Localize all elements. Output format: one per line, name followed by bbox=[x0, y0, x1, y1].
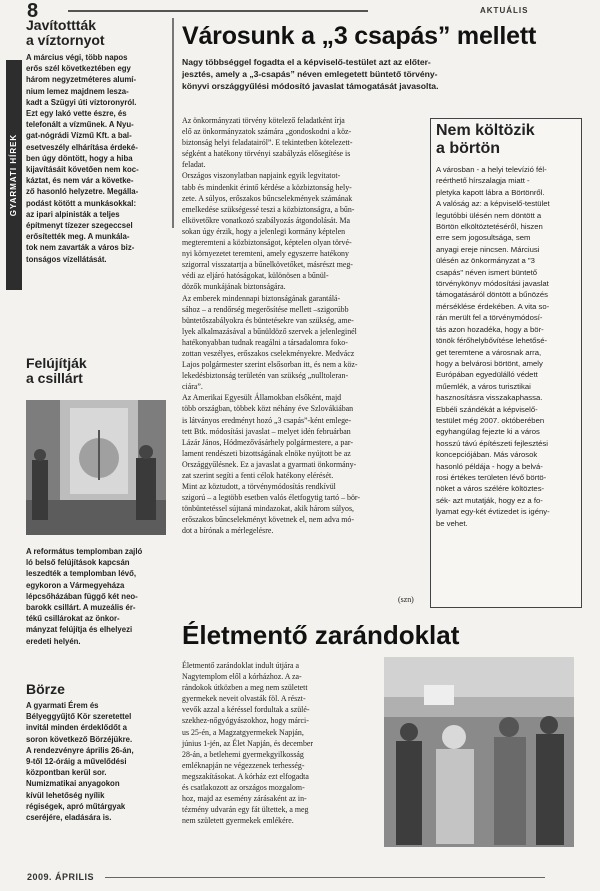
main-lede: Nagy többséggel fogadta el a képviselő-testület azt az előter- jesztés, amely a „3-csapás” néven emlegetett büntető törvény- könyvi országgyűlési módosító javaslat támogatását javasolta. bbox=[182, 57, 439, 91]
article-title-borze: Börze bbox=[26, 681, 65, 697]
article-text-watertower: A március végi, több napos erős szél következtében egy három negyzetméteres alumí- nium lemez majdnem lesza- kadt a Szügyi úti víztoronyról. Ezt egy lakó vette észre, és telefonált a vízműnek. A Nyu- gat-nógrádi Vízmű Kft. a bal- esetveszély elhárítása érdeké- ben úgy döntött, hogy a hiba kijavításáit követően nem koc- káztat, és nem vár a követke- ző hasonló helyzetre. Megálla- podást kötött a munkásokkal: az ipari alpinisták a teljes építmenyt tízezer szegeccsel erősítették meg. A munkála- tok nem zavarták a város biz- tonságos vízellátását. bbox=[26, 53, 139, 264]
side-tab-label: GYARMATI HÍREK bbox=[9, 133, 18, 217]
pilgrimage-headline: Életmentő zarándoklat bbox=[182, 620, 460, 650]
page-number: 8 bbox=[27, 0, 39, 22]
box-text: A városban - a helyi televízió fél- reérthető hírszalagja miatt - pletyka kapott lábra a Börtönről. A valóság az: a képviselő-testület legutóbbi ülésén nem döntött a Börtön elköltöztetéséről, hiszen erre sem jogosultsága, sem anyagi ereje nincsen. Márciusi ülésén az önkormányzat a "3 csapás" néven ismert büntető törvénykönyv módosítási javaslat támogatásáról döntött a bűnözés mérséklése érdekében. A vita so- rán merült fel a törvénymódosí- tás azon hozadéka, hogy a bör- tönök férőhelybővítése lehetősé- get teremtene a városnak arra, hogy a belvárosi börtönt, amely Európában egyedülálló védett műemlék, a város turisztikai hasznosításra visszakaphassa. Ebbéli szándékát a képviselő- testület még 2007. októberében egyhangúlag fejezte ki a város hosszú távú építészeti fejlesztési koncepciójában. Más városok hasonló példája - hogy a belvá- rosi értékes területen lévő börtö- nöket a város szélére költöztes- sék- azt mutatják, hogy ez a fo- lyamat egy-két évtizedet is igény- be vehet. bbox=[436, 165, 550, 528]
main-headline: Városunk a „3 csapás” mellett bbox=[182, 22, 537, 50]
side-tab bbox=[6, 60, 22, 290]
pilgrimage-text: Életmentő zarándoklat indult útjára a Nagytemplom elől a kórházhoz. A za- rándokok útközben a meg nem született gyermekek neveit olvasták föl. A részt- vevők azzal a kéréssel fordultak a szülé- szekhez-nőgyógyászokhoz, hogy márci- us 25-én, a Magzatgyermekek Napján, június 1-jén, az Élet Napján, és december 28-án, a betlehemi gyermekgyilkosság emléknapján ne végezzenek terhesség- megszakításokat. A kórház ezt elfogadta és csatlakozott az országos mozgalom- hoz, majd az esemény zárásaként az in- tézmény udvarán egy fát ültettek, a meg nem született gyermekek emlékére. bbox=[182, 661, 314, 826]
header-rule bbox=[68, 10, 368, 12]
article-title-watertower: Javítottták a víztornyot bbox=[26, 17, 105, 48]
box-title: Nem költözik a börtön bbox=[436, 122, 535, 157]
main-signature: (szn) bbox=[398, 595, 414, 604]
section-label: AKTUÁLIS bbox=[480, 6, 529, 15]
main-body: Az önkormányzati törvény kötelező feladatként írja elő az önkormányzatok számára „gondoskodni a köz- biztonság helyi feladatairól”. E tekintetben kötelezett- ségként a hatékony törvényi szabályzás elősegítése is feladat. Országos viszonylatban napjaink egyik legvitatot- tabb és mindenkit érintő kérdése a közbiztonság hely- zete. A súlyos, erőszakos bűncselekmények számának emelkedése szükségessé teszi a közbiztonságra, a bűn- elkövetőkre vonatkozó szabályozás átgondolását. Ma sokan úgy érzik, hogy a jelenlegi kormány képtelen megteremteni a közbiztonságot, képtelen olyan törvé- nyi környezetet teremteni, amely egyszerre hatékony szigorral visszatartja a bűnelkövetőket, másrészt meg- védi az eljáró hatóságokat, különösen a bűnül- dözők munkájának biztonságára. Az emberek mindennapi biztonságának garantálá- sához – a rendőrség megerősítése mellett –szigorúbb büntetőszabályokra és büntetésekre van szükség, ame- lyek alkalmazásával a bűnüldöző szervek a jelenleginél hatékonyabban tudnak reagálni a társadalomra foko- zottan veszélyes, erőszakos cselekményekre. Medvácz Lajos polgármester szerint elsősorban itt, és nem a köz- lekedésbiztonság területén van szükség „nulltoleran- ciára”. Az Amerikai Egyesült Államokban elsőként, majd több országban, többek közt néhány éve Szlovákiában is látványos eredményt hozó „3 csapás”-ként emlege- tett Btk. módosítási javaslat – melyet idén februárban Lázár János, Hódmezővásárhely polgármestere, a par- lament rendészeti bizottságának elnöke nyújtott be az Országgyűlésnek. Ez a javaslat a gyarmati önkormány- zat szerint segíti a fenti célok hatékony elérését. Mint az köztudott, a törvénymódosítás rendkívül szigorú – a legtöbb esetben valós életfogytig tartó – bör- tönbüntetéssel sújtaná mindazokat, akik három súlyos, erőszakos bűncselekményt követnek el, nem adva mó- dot a bírónak a mérlegelésre. bbox=[182, 116, 360, 536]
chandelier-photo bbox=[26, 400, 166, 535]
article-title-chandelier: Felújítják a csillárt bbox=[26, 355, 87, 386]
article-text-chandelier: A református templomban zajló ló belső felújítások kapcsán leszedték a templomban lévő, egykoron a Vármegyeháza lépcsőházában függő két neo- barokk csillárt. A muzeális ér- tékű csillárokat az önkor- mányzat felújítja és elhelyezi eredeti helyén. bbox=[26, 547, 143, 646]
issue-date: 2009. ÁPRILIS bbox=[27, 872, 95, 882]
article-text-borze: A gyarmati Érem és Bélyeggyűjtő Kör szeretettel invitál minden érdeklődőt a soron következő Börzéjükre. A rendezvényre április 26-án, 9-től 12-óráig a művelődési központban kerül sor. Numizmatikai anyagokon kívül lehetőség nyílik régiségek, apró műtárgyak cseréjére, eladására is. bbox=[26, 701, 134, 823]
pilgrimage-photo bbox=[384, 657, 574, 847]
column-rule bbox=[172, 18, 174, 228]
footer-rule bbox=[105, 877, 545, 878]
